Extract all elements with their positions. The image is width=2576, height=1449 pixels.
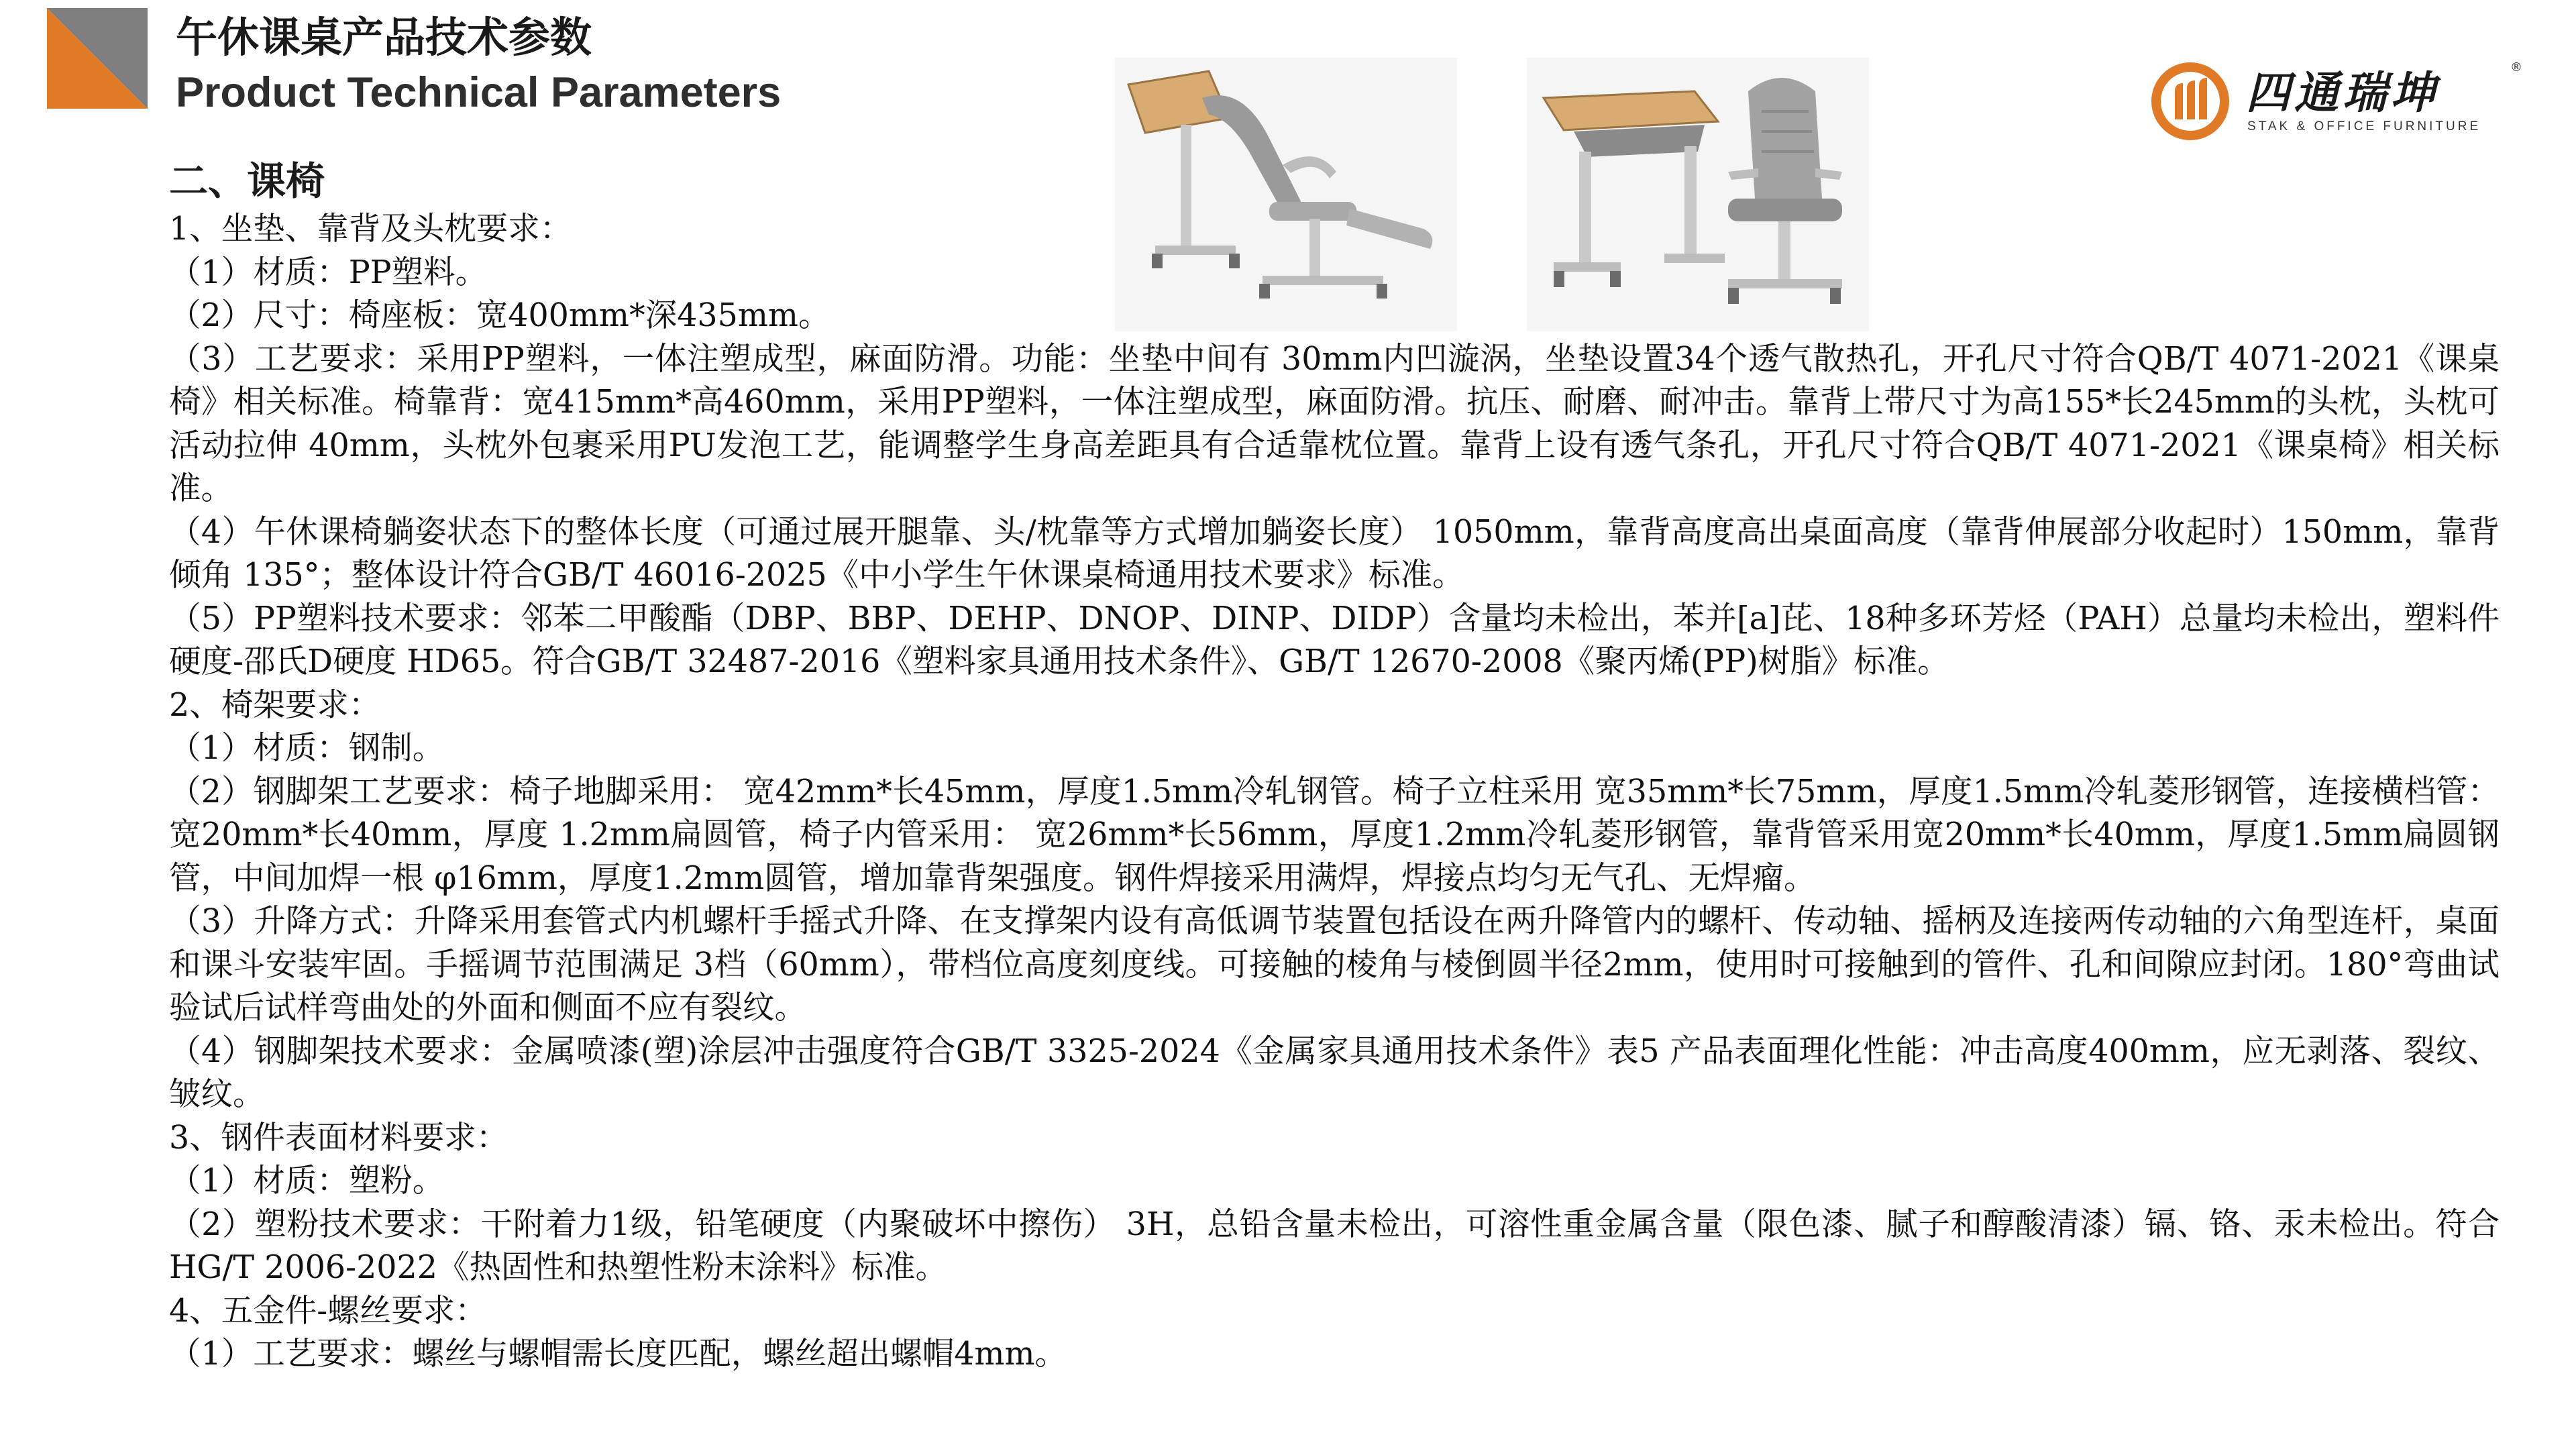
- brand-subtitle: STAK & OFFICE FURNITURE: [2247, 119, 2481, 133]
- corner-accent-icon: [47, 8, 148, 109]
- page-subtitle: Product Technical Parameters: [176, 69, 782, 116]
- spec-line: （4）钢脚架技术要求：金属喷漆(塑)涂层冲击强度符合GB/T 3325-2024《金属家具通用技术条件》表5 产品表面理化性能：冲击高度400mm，应无剥落、裂纹、皱纹。: [169, 1032, 2500, 1113]
- registered-mark: ®: [2510, 60, 2522, 74]
- spec-line: （5）PP塑料技术要求：邻苯二甲酸酯（DBP、BBP、DEHP、DNOP、DINP、DIDP）含量均未检出，苯并[a]芘、18种多环芳烃（PAH）总量均未检出，塑料件硬度-邵氏D硬度 HD65。符合GB/T 32487-2016《塑料家具通用技术条件》、GB/T 12670-2008《聚丙烯(PP)树脂》标准。: [169, 600, 2500, 680]
- spec-line: 3、钢件表面材料要求：: [169, 1119, 508, 1157]
- spec-line: （2）钢脚架工艺要求：椅子地脚采用： 宽42mm*长45mm，厚度1.5mm冷轧钢管。椅子立柱采用 宽35mm*长75mm，厚度1.5mm冷轧菱形钢管，连接横档管：宽20mm*长40mm，厚度 1.2mm扁圆管，椅子内管采用： 宽26mm*长56mm，厚度1.2mm冷轧菱形钢管，靠背管采用宽20mm*长40mm，厚度1.5mm扁圆钢管，中间加焊一根 φ16mm，厚度1.2mm圆管，增加靠背架强度。钢件焊接采用满焊，焊接点均匀无气孔、无焊瘤。: [169, 773, 2500, 897]
- sitong-ruikun-logo-icon: [2147, 58, 2234, 145]
- spec-line: （1）材质：钢制。: [169, 730, 445, 767]
- spec-text: [169, 208, 2500, 1377]
- spec-line: （1）材质：PP塑料。: [169, 254, 488, 291]
- spec-line: （3）升降方式：升降采用套管式内机螺杆手摇式升降、在支撑架内设有高低调节装置包括设在两升降管内的螺杆、传动轴、摇柄及连接两传动轴的六角型连杆，桌面和课斗安装牢固。手摇调节范围满足 3档（60mm），带档位高度刻度线。可接触的棱角与棱倒圆半径2mm，使用时可接触到的管件、孔和间隙应封闭。180°弯曲试验试后试样弯曲处的外面和侧面不应有裂纹。: [169, 903, 2500, 1026]
- spec-line: （4）午休课椅躺姿状态下的整体长度（可通过展开腿靠、头/枕靠等方式增加躺姿长度） 1050mm，靠背高度高出桌面高度（靠背伸展部分收起时）150mm，靠背倾角 135°；整体设计符合GB/T 46016-2025《中小学生午休课桌椅通用技术要求》标准。: [169, 513, 2500, 594]
- spec-line: （3）工艺要求：采用PP塑料，一体注塑成型，麻面防滑。功能：坐垫中间有 30mm内凹漩涡，坐垫设置34个透气散热孔，开孔尺寸符合QB/T 4071-2021《课桌椅》相关标准。椅靠背：宽415mm*高460mm，采用PP塑料，一体注塑成型，麻面防滑。抗压、耐磨、耐冲击。靠背上带尺寸为高155*长245mm的头枕，头枕可活动拉伸 40mm，头枕外包裹采用PU发泡工艺，能调整学生身高差距具有合适靠枕位置。靠背上设有透气条孔，开孔尺寸符合QB/T 4071-2021《课桌椅》相关标准。: [169, 340, 2500, 507]
- spec-line: （1）材质：塑粉。: [169, 1163, 445, 1199]
- spec-line: 2、椅架要求：: [169, 686, 381, 724]
- spec-line: （2）尺寸：椅座板：宽400mm*深435mm。: [169, 297, 830, 334]
- brand-name: 四通瑞坤: [2246, 67, 2439, 119]
- page-title: 午休课桌产品技术参数: [176, 13, 592, 62]
- spec-line: （2）塑粉技术要求：干附着力1级，铅笔硬度（内聚破坏中擦伤） 3H，总铅含量未检出，可溶性重金属含量（限色漆、腻子和醇酸清漆）镉、铬、汞未检出。符合HG/T 2006-2022《热固性和热塑性粉末涂料》标准。: [169, 1205, 2500, 1286]
- spec-line: （1）工艺要求：螺丝与螺帽需长度匹配，螺丝超出螺帽4mm。: [169, 1336, 1067, 1373]
- spec-line: 4、五金件-螺丝要求：: [169, 1292, 487, 1330]
- spec-line: 1、坐垫、靠背及头枕要求：: [169, 211, 572, 248]
- brand-logo: [2147, 58, 2522, 152]
- section-heading: 二、课椅: [169, 158, 325, 204]
